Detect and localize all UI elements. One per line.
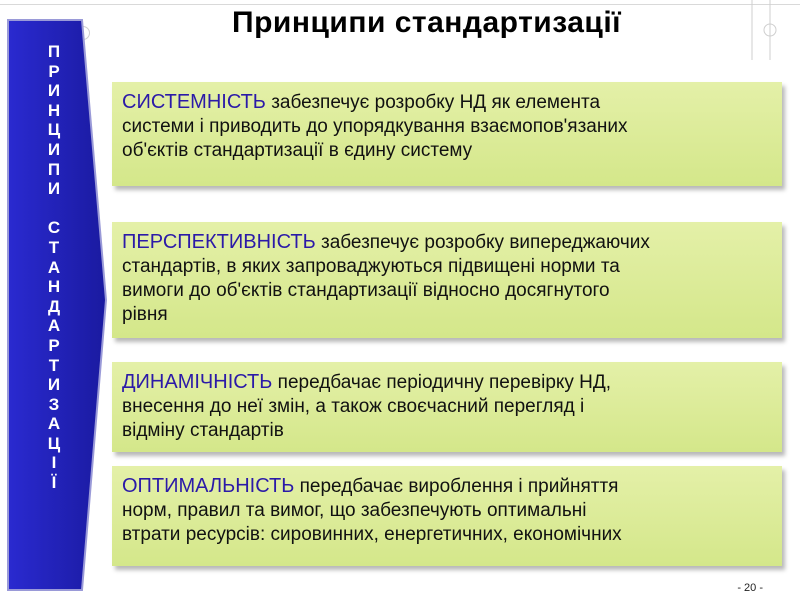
card-text: вимоги до об'єктів стандартизації відносно досягнутого	[122, 280, 610, 301]
vertical-letter: А	[47, 414, 61, 434]
keyword-dynamics: ДИНАМІЧНІСТЬ	[122, 371, 273, 393]
card-text: об'єктів стандартизації в єдину систему	[122, 140, 473, 161]
principle-card-perspective	[112, 222, 782, 338]
vertical-letter: С	[47, 218, 61, 238]
vertical-letter: И	[47, 179, 61, 199]
card-text: рівня	[122, 304, 168, 325]
vertical-letter: Р	[48, 61, 60, 81]
vertical-letter: И	[47, 139, 61, 159]
keyword-systemness: СИСТЕМНІСТЬ	[122, 91, 266, 113]
card-text: норм, правил та вимог, що забезпечують оптимальні	[122, 500, 587, 521]
vertical-letter: Н	[47, 100, 61, 120]
vertical-letter: Д	[47, 296, 61, 316]
vertical-letter: П	[47, 42, 61, 61]
card-text: стандартів, в яких запроваджуються підвищені норми та	[122, 256, 620, 277]
card-text: забезпечує розробку випереджаючих	[315, 232, 650, 253]
card-text: забезпечує розробку НД як елемента	[265, 92, 601, 113]
vertical-letter: П	[47, 159, 61, 179]
vertical-letter: Н	[47, 277, 61, 297]
vertical-letter: А	[47, 257, 61, 277]
card-text: передбачає вироблення і прийняття	[294, 476, 619, 497]
vertical-letter: І	[51, 453, 57, 473]
page-number: - 20 -	[737, 582, 763, 594]
vertical-label	[28, 42, 80, 608]
principle-card-dynamics	[112, 362, 782, 452]
card-text: системи і приводить до упорядкування взаємопов'язаних	[122, 116, 628, 137]
card-text: передбачає періодичну перевірку НД,	[272, 372, 612, 393]
vertical-letter: И	[47, 81, 61, 101]
vertical-letter: Т	[48, 355, 60, 375]
vertical-letter: Ц	[47, 120, 61, 140]
vertical-letter: Ц	[47, 433, 61, 453]
top-decorative-rule	[0, 4, 800, 5]
vertical-letter: Т	[48, 237, 60, 257]
principle-card-systemness	[112, 82, 782, 186]
principle-card-optimality	[112, 466, 782, 566]
corner-decoration	[740, 0, 800, 60]
vertical-letter: А	[47, 316, 61, 336]
card-text: втрати ресурсів: сировинних, енергетичних, економічних	[122, 524, 622, 545]
card-text: відміну стандартів	[122, 420, 284, 441]
vertical-letter: И	[47, 375, 61, 395]
vertical-letter: Р	[48, 335, 60, 355]
keyword-perspective: ПЕРСПЕКТИВНІСТЬ	[122, 231, 316, 253]
principles-arrow	[6, 18, 112, 594]
page-title: Принципи стандартизації	[232, 6, 622, 39]
vertical-letter: З	[48, 394, 60, 414]
vertical-letter: Ї	[51, 473, 57, 493]
card-text: внесення до неї змін, а також своєчасний перегляд і	[122, 396, 585, 417]
keyword-optimality: ОПТИМАЛЬНІСТЬ	[122, 475, 295, 497]
